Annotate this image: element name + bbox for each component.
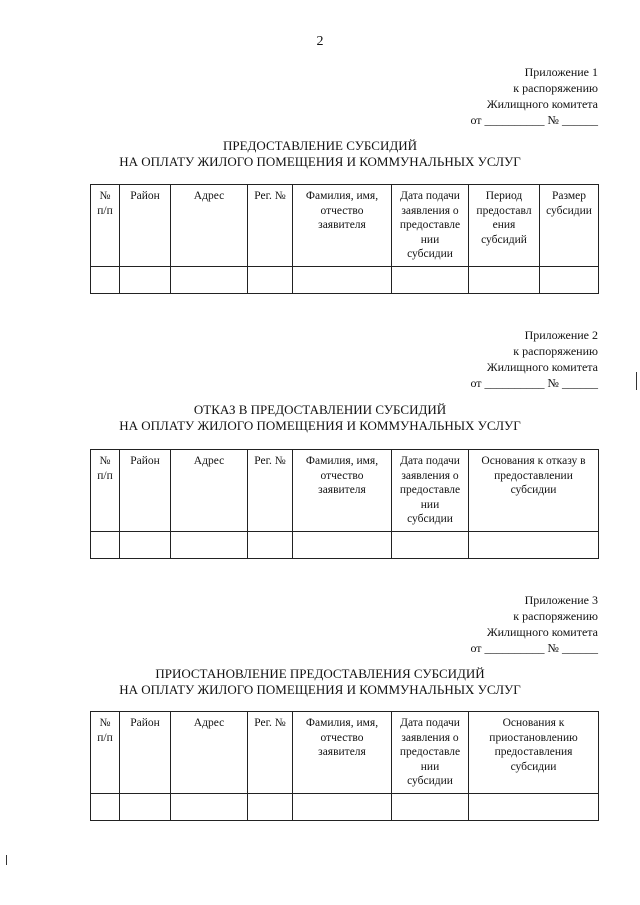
appendix-committee: Жилищного комитета [486,97,598,111]
section-2-title [40,402,600,434]
table-row [91,531,599,558]
col-application-date: Дата подачи заявления о предоставле нии субсидии [392,450,469,532]
col-applicant-name: Фамилия, имя, отчество заявителя [293,712,392,794]
appendix-2-header [338,327,598,391]
col-refusal-grounds: Основания к отказу в предоставлении субсидии [469,450,599,532]
scan-mark [6,855,7,865]
title-line-1: ОТКАЗ В ПРЕДОСТАВЛЕНИИ СУБСИДИЙ [193,402,447,417]
title-line-2: НА ОПЛАТУ ЖИЛОГО ПОМЕЩЕНИЯ И КОММУНАЛЬНЫХ УСЛУГ [119,418,521,433]
title-line-2: НА ОПЛАТУ ЖИЛОГО ПОМЕЩЕНИЯ И КОММУНАЛЬНЫХ УСЛУГ [119,154,521,169]
appendix-3-header [338,592,598,656]
section-3-title [40,666,600,698]
table-header-row [91,712,599,794]
appendix-label: Приложение 2 [524,328,598,342]
appendix-label: Приложение 1 [524,65,598,79]
appendix-label: Приложение 3 [524,593,598,607]
section-1-title [40,138,600,170]
col-address: Адрес [171,450,248,532]
appendix-order: к распоряжению [513,344,598,358]
appendix-date-number: от __________ № ______ [470,376,598,390]
subsidy-refusal-table [90,449,599,559]
appendix-committee: Жилищного комитета [486,360,598,374]
appendix-date-number: от __________ № ______ [470,641,598,655]
col-subsidy-amount: Размер субсидии [540,185,599,267]
col-district: Район [120,450,171,532]
col-application-date: Дата подачи заявления о предоставле нии субсидии [392,712,469,794]
col-reg-number: Рег. № [248,712,293,794]
page-number: 2 [316,34,324,49]
col-number: № п/п [91,185,120,267]
scan-mark [636,372,637,390]
col-district: Район [120,712,171,794]
col-application-date: Дата подачи заявления о предоставле нии субсидии [392,185,469,267]
title-line-1: ПРИОСТАНОВЛЕНИЕ ПРЕДОСТАВЛЕНИЯ СУБСИДИЙ [155,666,485,681]
col-suspension-grounds: Основания к приостановлению предоставления субсидии [469,712,599,794]
appendix-committee: Жилищного комитета [486,625,598,639]
col-address: Адрес [171,712,248,794]
col-reg-number: Рег. № [248,450,293,532]
subsidy-suspension-table [90,711,599,821]
title-line-2: НА ОПЛАТУ ЖИЛОГО ПОМЕЩЕНИЯ И КОММУНАЛЬНЫХ УСЛУГ [119,682,521,697]
table-header-row [91,185,599,267]
table-header-row [91,450,599,532]
table-row [91,793,599,820]
col-subsidy-period: Период предоставл ения субсидий [469,185,540,267]
appendix-order: к распоряжению [513,609,598,623]
appendix-order: к распоряжению [513,81,598,95]
col-reg-number: Рег. № [248,185,293,267]
appendix-date-number: от __________ № ______ [470,113,598,127]
col-applicant-name: Фамилия, имя, отчество заявителя [293,450,392,532]
table-row [91,266,599,293]
col-number: № п/п [91,450,120,532]
col-address: Адрес [171,185,248,267]
col-district: Район [120,185,171,267]
subsidy-grant-table [90,184,599,294]
col-number: № п/п [91,712,120,794]
appendix-1-header [338,64,598,128]
title-line-1: ПРЕДОСТАВЛЕНИЕ СУБСИДИЙ [222,138,417,153]
col-applicant-name: Фамилия, имя, отчество заявителя [293,185,392,267]
